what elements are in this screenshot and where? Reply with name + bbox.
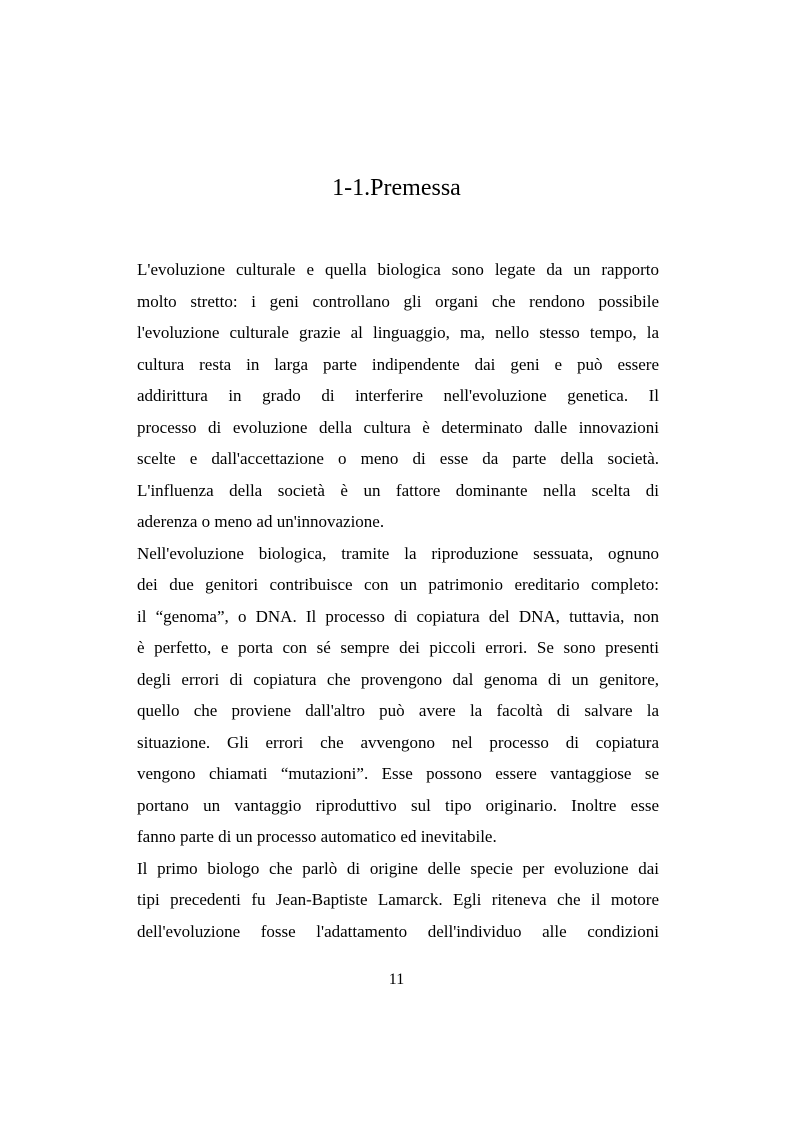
- text-line: il “genoma”, o DNA. Il processo di copiatura del DNA, tuttavia, non: [137, 606, 659, 626]
- text-line: aderenza o meno ad un'innovazione.: [137, 512, 385, 531]
- text-line: degli errori di copiatura che provengono dal genoma di un genitore,: [137, 669, 659, 689]
- text-line: molto stretto: i geni controllano gli organi che rendono possibile: [137, 291, 659, 311]
- text-line: situazione. Gli errori che avvengono nel processo di copiatura: [137, 732, 659, 752]
- page-number: 11: [388, 971, 405, 988]
- text-line: è perfetto, e porta con sé sempre dei piccoli errori. Se sono presenti: [137, 638, 659, 657]
- body-text: [137, 254, 659, 947]
- text-line: Il primo biologo che parlò di origine delle specie per evoluzione dai: [137, 858, 659, 878]
- text-line: dell'evoluzione fosse l'adattamento dell'individuo alle condizioni: [137, 921, 659, 941]
- text-line: fanno parte di un processo automatico ed inevitabile.: [137, 827, 497, 846]
- text-line: L'influenza della società è un fattore dominante nella scelta di: [137, 480, 659, 500]
- text-line: vengono chiamati “mutazioni”. Esse possono essere vantaggiose se: [137, 764, 659, 783]
- text-line: quello che proviene dall'altro può avere la facoltà di salvare la: [137, 701, 659, 720]
- section-title: 1-1.Premessa: [332, 175, 461, 201]
- text-line: processo di evoluzione della cultura è determinato dalle innovazioni: [137, 417, 659, 437]
- text-line: l'evoluzione culturale grazie al linguaggio, ma, nello stesso tempo, la: [137, 323, 659, 342]
- text-line: Nell'evoluzione biologica, tramite la riproduzione sessuata, ognuno: [137, 543, 659, 563]
- text-line: portano un vantaggio riproduttivo sul tipo originario. Inoltre esse: [137, 795, 659, 815]
- text-line: scelte e dall'accettazione o meno di esse da parte della società.: [137, 449, 659, 468]
- text-line: addirittura in grado di interferire nell'evoluzione genetica. Il: [137, 386, 659, 405]
- text-line: L'evoluzione culturale e quella biologica sono legate da un rapporto: [137, 260, 659, 279]
- text-line: dei due genitori contribuisce con un patrimonio ereditario completo:: [137, 575, 659, 594]
- text-line: cultura resta in larga parte indipendente dai geni e può essere: [137, 354, 659, 374]
- text-line: tipi precedenti fu Jean-Baptiste Lamarck. Egli riteneva che il motore: [137, 890, 659, 909]
